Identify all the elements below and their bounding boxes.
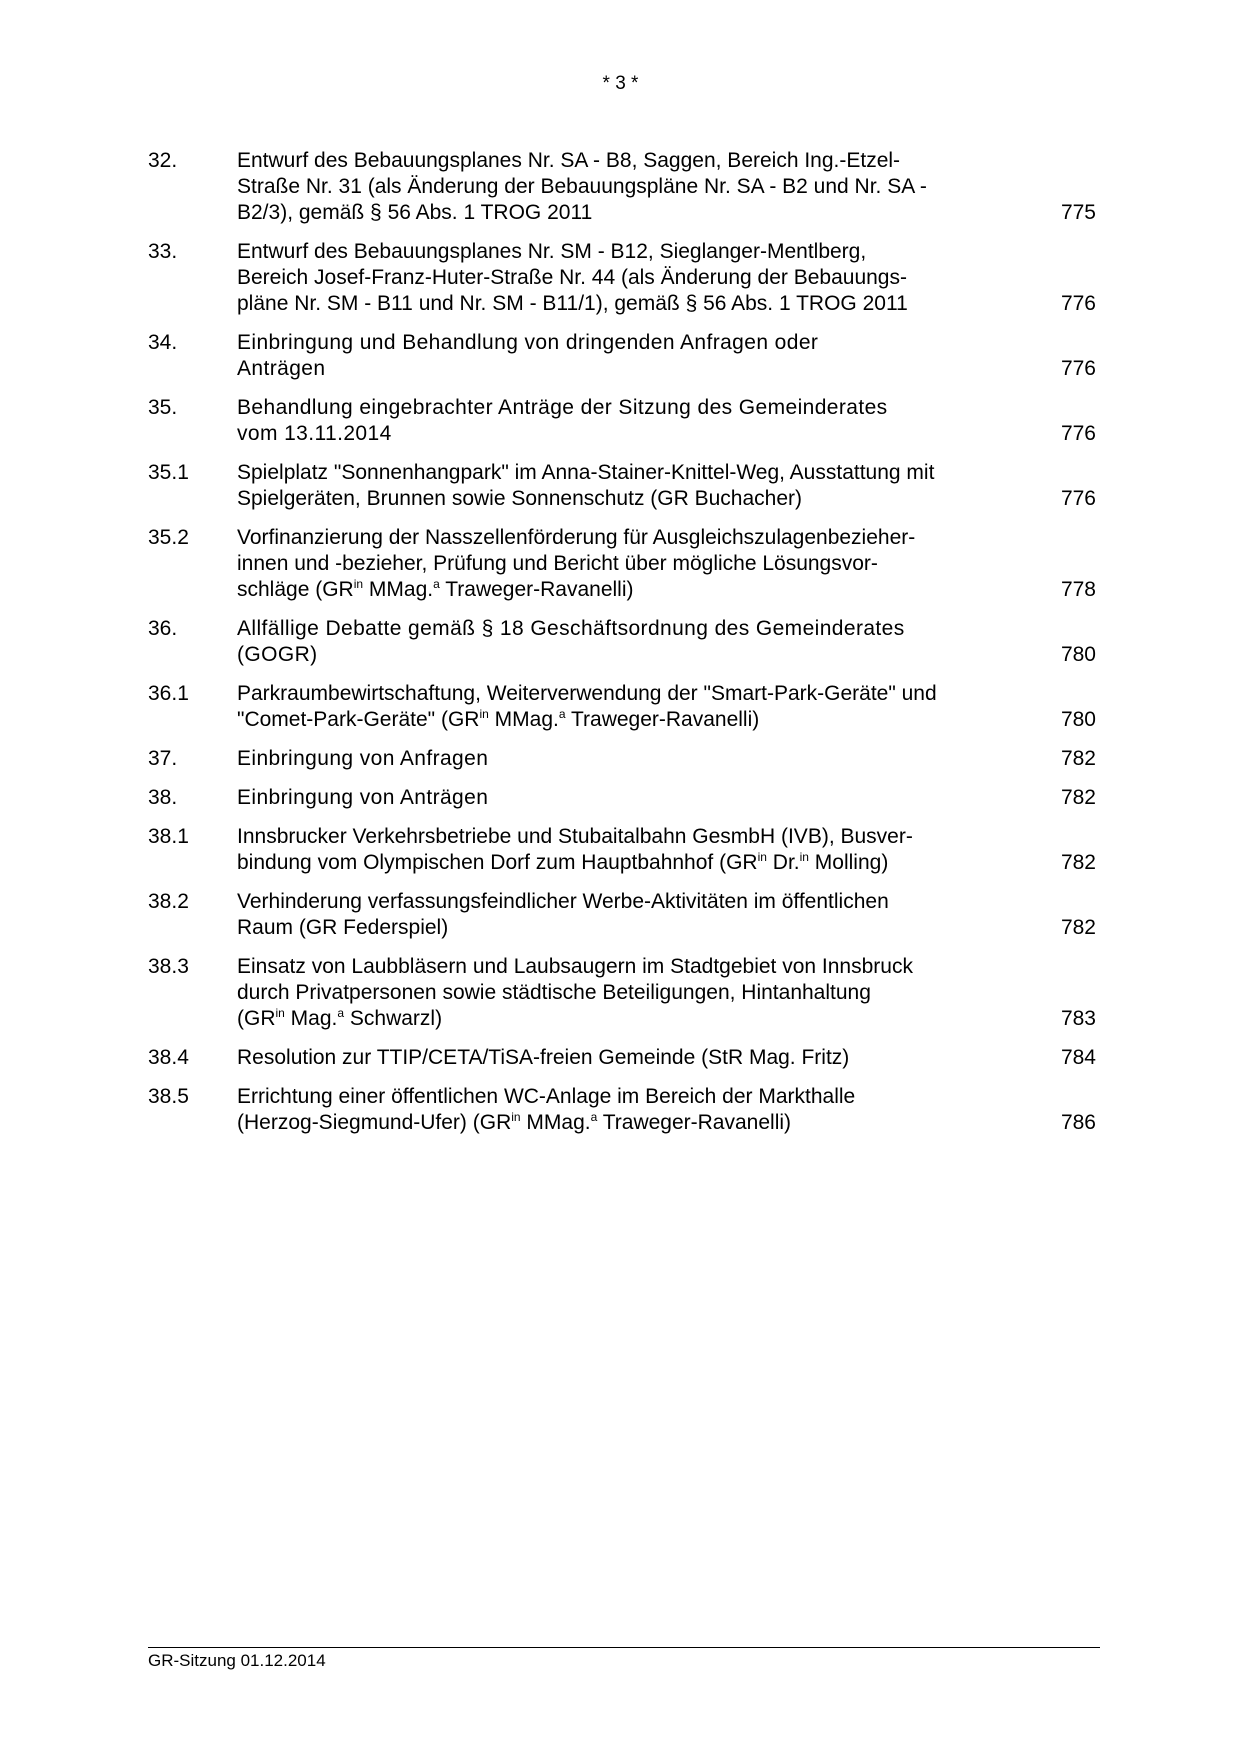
line-text: Traweger-Ravanelli): [439, 578, 634, 601]
toc-entry-38-2: [148, 889, 1096, 941]
entry-line: durch Privatpersonen sowie städtische Beteiligungen, Hintanhaltung: [237, 981, 871, 1004]
entry-page-number: 776: [1060, 487, 1096, 510]
entry-line: Entwurf des Bebauungsplanes Nr. SA - B8, Saggen, Bereich Ing.-Etzel-: [237, 149, 901, 172]
entry-page-number: 782: [1060, 916, 1096, 939]
entry-line: Einbringung von Anträgen: [237, 786, 489, 809]
entry-number: 35.1: [148, 461, 189, 484]
line-text: Schwarzl): [344, 1007, 443, 1030]
superscript: in: [799, 850, 809, 864]
entry-title: [237, 889, 1017, 941]
toc-entry-33: [148, 239, 1096, 317]
entry-line: Parkraumbewirtschaftung, Weiterverwendung der "Smart-Park-Geräte" und: [237, 682, 937, 705]
entry-number: 33.: [148, 240, 178, 263]
entry-line: Spielplatz "Sonnenhangpark" im Anna-Stainer-Knittel-Weg, Ausstattung mit: [237, 461, 935, 484]
entry-title: [237, 148, 1017, 226]
entry-title: [237, 954, 1017, 1032]
entry-line: Entwurf des Bebauungsplanes Nr. SM - B12, Sieglanger-Mentlberg,: [237, 240, 867, 263]
table-of-contents: [148, 148, 1096, 1149]
entry-title: [237, 1045, 1017, 1071]
entry-line: Spielgeräten, Brunnen sowie Sonnenschutz (GR Buchacher): [237, 487, 802, 510]
entry-page-number: 780: [1060, 643, 1096, 666]
entry-page-number: 783: [1060, 1007, 1096, 1030]
entry-number: 37.: [148, 747, 178, 770]
entry-title: [237, 746, 1017, 772]
toc-entry-38-5: [148, 1084, 1096, 1136]
entry-title: [237, 525, 1017, 603]
entry-page-number: 778: [1060, 578, 1096, 601]
entry-line: Anträgen: [237, 357, 326, 380]
superscript: in: [511, 1110, 521, 1124]
entry-number: 36.1: [148, 682, 189, 705]
entry-page-number: 786: [1060, 1111, 1096, 1134]
toc-entry-32: [148, 148, 1096, 226]
entry-page-number: 782: [1060, 747, 1096, 770]
toc-entry-36: [148, 616, 1096, 668]
superscript: a: [433, 577, 440, 591]
entry-number: 35.: [148, 396, 178, 419]
line-text: MMag.: [520, 1111, 591, 1134]
entry-title: [237, 330, 1017, 382]
toc-entry-38-4: [148, 1045, 1096, 1071]
entry-number: 38.5: [148, 1085, 189, 1108]
line-text: Mag.: [284, 1007, 338, 1030]
entry-line: Behandlung eingebrachter Anträge der Sitzung des Gemeinderates: [237, 396, 888, 419]
entry-line: Innsbrucker Verkehrsbetriebe und Stubaitalbahn GesmbH (IVB), Busver-: [237, 825, 913, 848]
entry-number: 32.: [148, 149, 178, 172]
entry-title: [237, 785, 1017, 811]
entry-line: Verhinderung verfassungsfeindlicher Werbe-Aktivitäten im öffentlichen: [237, 890, 889, 913]
entry-line: Einbringung und Behandlung von dringenden Anfragen oder: [237, 331, 819, 354]
entry-page-number: 775: [1060, 201, 1096, 224]
entry-line: B2/3), gemäß § 56 Abs. 1 TROG 2011: [237, 201, 593, 224]
line-text: Molling): [808, 851, 889, 874]
line-text: (Herzog-Siegmund-Ufer) (GR: [237, 1111, 512, 1134]
toc-entry-35-2: [148, 525, 1096, 603]
entry-line: vom 13.11.2014: [237, 422, 392, 445]
entry-line: innen und -bezieher, Prüfung und Bericht über mögliche Lösungsvor-: [237, 552, 878, 575]
superscript: in: [353, 577, 364, 591]
entry-line: Einbringung von Anfragen: [237, 747, 489, 770]
superscript: a: [337, 1006, 345, 1020]
entry-line: Errichtung einer öffentlichen WC-Anlage im Bereich der Markthalle: [237, 1085, 856, 1108]
toc-entry-36-1: [148, 681, 1096, 733]
line-text: "Comet-Park-Geräte" (GR: [237, 708, 480, 731]
entry-title: [237, 681, 1017, 733]
entry-title: [237, 1084, 1017, 1136]
line-text: Traweger-Ravanelli): [565, 708, 760, 731]
toc-entry-34: [148, 330, 1096, 382]
entry-line: (GOGR): [237, 643, 318, 666]
entry-line: Straße Nr. 31 (als Änderung der Bebauungspläne Nr. SA - B2 und Nr. SA -: [237, 175, 927, 198]
toc-entry-38-1: [148, 824, 1096, 876]
superscript: in: [757, 850, 767, 864]
line-text: Dr.: [766, 851, 800, 874]
entry-line: Bereich Josef-Franz-Huter-Straße Nr. 44 (als Änderung der Bebauungs-: [237, 266, 907, 289]
page-number: * 3 *: [602, 73, 639, 94]
entry-line: [237, 850, 1017, 876]
entry-number: 38.1: [148, 825, 189, 848]
entry-page-number: 782: [1060, 851, 1096, 874]
footer-divider: [148, 1647, 1100, 1648]
entry-title: [237, 395, 1017, 447]
line-text: bindung vom Olympischen Dorf zum Hauptbahnhof (GR: [237, 851, 758, 874]
entry-title: [237, 824, 1017, 876]
entry-line: Allfällige Debatte gemäß § 18 Geschäftsordnung des Gemeinderates: [237, 617, 905, 640]
entry-line: [237, 1006, 1017, 1032]
entry-line: Einsatz von Laubbläsern und Laubsaugern im Stadtgebiet von Innsbruck: [237, 955, 913, 978]
superscript: a: [590, 1110, 598, 1124]
toc-entry-38-3: [148, 954, 1096, 1032]
entry-number: 38.2: [148, 890, 189, 913]
entry-number: 34.: [148, 331, 178, 354]
line-text: MMag.: [363, 578, 434, 601]
toc-entry-37: [148, 746, 1096, 772]
line-text: Traweger-Ravanelli): [597, 1111, 792, 1134]
entry-line: [237, 1110, 1017, 1136]
entry-page-number: 776: [1060, 292, 1096, 315]
line-text: schläge (GR: [237, 578, 354, 601]
toc-entry-38: [148, 785, 1096, 811]
entry-number: 38.3: [148, 955, 189, 978]
entry-title: [237, 239, 1017, 317]
toc-entry-35-1: [148, 460, 1096, 512]
entry-title: [237, 616, 1017, 668]
entry-page-number: 784: [1060, 1046, 1096, 1069]
entry-title: [237, 460, 1017, 512]
entry-line: Vorfinanzierung der Nasszellenförderung für Ausgleichszulagenbezieher-: [237, 526, 916, 549]
entry-page-number: 782: [1060, 786, 1096, 809]
entry-line: [237, 707, 1017, 733]
entry-number: 36.: [148, 617, 178, 640]
superscript: in: [275, 1006, 285, 1020]
line-text: MMag.: [488, 708, 559, 731]
entry-line: pläne Nr. SM - B11 und Nr. SM - B11/1), gemäß § 56 Abs. 1 TROG 2011: [237, 292, 908, 315]
superscript: a: [558, 707, 566, 721]
entry-number: 38.4: [148, 1046, 189, 1069]
entry-line: Resolution zur TTIP/CETA/TiSA-freien Gemeinde (StR Mag. Fritz): [237, 1046, 850, 1069]
entry-page-number: 780: [1060, 708, 1096, 731]
superscript: in: [479, 707, 489, 721]
entry-page-number: 776: [1060, 357, 1096, 380]
entry-line: [237, 577, 1017, 603]
entry-line: Raum (GR Federspiel): [237, 916, 449, 939]
footer-session-date: GR-Sitzung 01.12.2014: [148, 1651, 326, 1670]
entry-number: 35.2: [148, 526, 189, 549]
line-text: (GR: [237, 1007, 276, 1030]
entry-number: 38.: [148, 786, 178, 809]
toc-entry-35: [148, 395, 1096, 447]
entry-page-number: 776: [1060, 422, 1096, 445]
